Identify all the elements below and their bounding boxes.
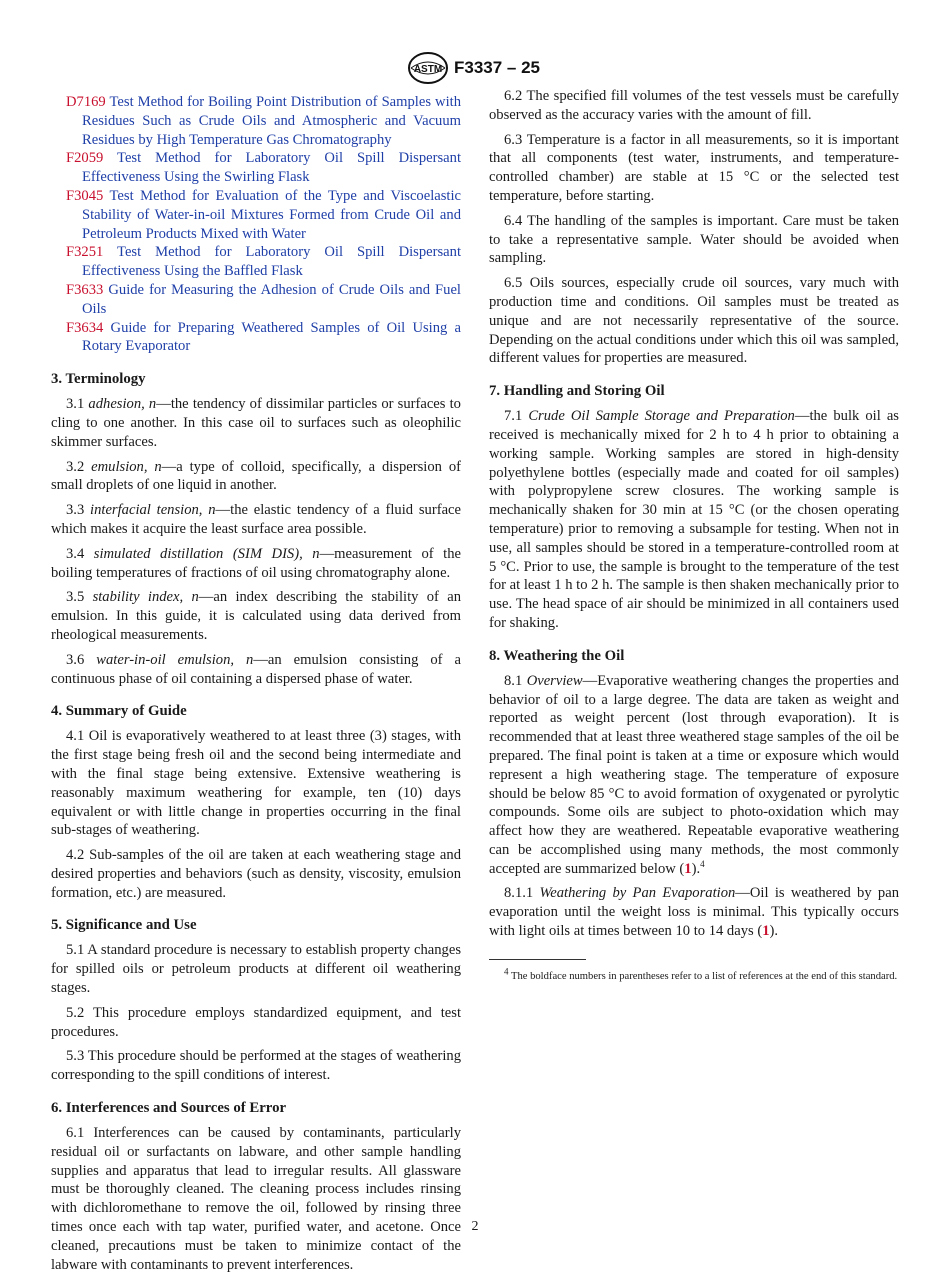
- paragraph: 5.2 This procedure employs standardized equipment, and test procedures.: [51, 1004, 461, 1040]
- page-number: 2: [471, 1219, 479, 1234]
- defined-term: interfacial tension, n: [90, 502, 216, 519]
- definition-paragraph: 3.6 water-in-oil emulsion, n—an emulsion consisting of a continuous phase of oil containing a dispersed phase of water.: [51, 651, 461, 687]
- section-heading-interferences: 6. Interferences and Sources of Error: [51, 1100, 287, 1117]
- paragraph: 5.1 A standard procedure is necessary to establish property changes for spilled oils or petroleum products at different oil weathering stages.: [51, 942, 461, 997]
- reference-title[interactable]: Test Method for Boiling Point Distribution of Samples with Residues Such as Crude Oils and Atmospheric and Vacuum Residues by High Temperature Gas Chromatography: [82, 94, 461, 148]
- paragraph: 6.2 The specified fill volumes of the test vessels must be carefully observed as the accuracy varies with the amount of fill.: [489, 88, 899, 123]
- reference-title[interactable]: Test Method for Evaluation of the Type and Viscoelastic Stability of Water-in-oil Mixtures Formed from Crude Oil and Petroleum Products Mixed with Water: [82, 187, 461, 242]
- page-header: [0, 52, 950, 86]
- reference-item: [51, 281, 461, 319]
- right-column: [489, 88, 899, 984]
- astm-logo-icon: [407, 52, 449, 84]
- reference-item: [51, 243, 461, 281]
- paragraph: 6.5 Oils sources, especially crude oil sources, vary much with production time and conditions. Oil samples must be treated as unique and are not necessarily representative of the source. Depending on the actual conditions under which this oil was sampled, different values for properties are measured.: [489, 275, 899, 367]
- reference-code[interactable]: F3634: [66, 319, 104, 336]
- paragraph: 7.1 Crude Oil Sample Storage and Preparation—the bulk oil as received is mechanically mixed for 2 h to 4 h prior to obtaining a working sample. Working samples are stored in high-density polyethylene bottles (especially made and coated for oil samples) with polypropylene screw closures. The working sample is mechanically shaken for 30 min at 15 °C (or the chosen operating temperature) prior to removing a subsample for testing. When not in use, all samples should be stored in a temperature-controlled room at 5 °C. Prior to use, the sample is brought to the temperature of the test for at least 1 h to 2 h. The sample is then shaken mechanically prior to use. The head space of air should be minimized in all containers used for shaking.: [489, 408, 899, 631]
- reference-code[interactable]: F3045: [66, 187, 104, 204]
- reference-code[interactable]: F3251: [66, 244, 104, 261]
- document-designation: F3337 – 25: [454, 58, 541, 77]
- section-heading-significance: 5. Significance and Use: [51, 917, 197, 934]
- reference-citation[interactable]: 1: [762, 923, 770, 940]
- reference-citation[interactable]: 1: [684, 860, 692, 877]
- section-heading-handling: 7. Handling and Storing Oil: [489, 383, 665, 400]
- definition-paragraph: 3.1 adhesion, n—the tendency of dissimilar particles or surfaces to cling to one another. In this case oil to surfaces such as oleophilic skimmer surfaces.: [51, 396, 461, 450]
- paragraph: 6.3 Temperature is a factor in all measurements, so it is important that all components (test water, instruments, and temperature-controlled chamber) are stable at 15 °C or the selected test temperature, before starting.: [489, 131, 899, 204]
- subsection-term: Crude Oil Sample Storage and Preparation: [528, 408, 795, 425]
- section-heading-weathering: 8. Weathering the Oil: [489, 647, 625, 664]
- left-column: [51, 93, 461, 1274]
- reference-item: [51, 93, 461, 149]
- subsection-term: Weathering by Pan Evaporation: [539, 885, 736, 902]
- reference-item: [51, 319, 461, 357]
- defined-term: emulsion, n: [91, 458, 162, 475]
- definition-paragraph: 3.4 simulated distillation (SIM DIS), n—measurement of the boiling temperatures of fractions of oil using chromatography alone.: [51, 545, 461, 581]
- footnote: $^4$ The boldface numbers in parentheses refer to a list of references at the end of this standard.: [504, 966, 898, 982]
- reference-code[interactable]: F2059: [66, 150, 104, 167]
- subsection-term: Overview: [526, 672, 583, 689]
- definition-paragraph: 3.3 interfacial tension, n—the elastic tendency of a fluid surface which makes it acquire the least surface area possible.: [51, 502, 461, 537]
- reference-item: [51, 187, 461, 243]
- paragraph: 8.1.1 Weathering by Pan Evaporation—Oil is weathered by pan evaporation until the weight loss is minimal. This typically occurs with light oils at times between 10 to 14 days (1).: [489, 885, 899, 940]
- definition-paragraph: 3.5 stability index, n—an index describing the stability of an emulsion. In this guide, it is calculated using data derived from rheological measurements.: [51, 589, 461, 643]
- reference-title[interactable]: Test Method for Laboratory Oil Spill Dispersant Effectiveness Using the Baffled Flask: [82, 244, 461, 280]
- reference-code[interactable]: F3633: [66, 281, 104, 298]
- reference-list: [51, 93, 461, 356]
- paragraph: 4.2 Sub-samples of the oil are taken at each weathering stage and desired properties and behaviors (such as density, viscosity, emulsion formation, etc.) are measured.: [51, 847, 461, 901]
- defined-term: adhesion, n: [88, 396, 157, 413]
- defined-term: water-in-oil emulsion, n: [96, 651, 254, 668]
- paragraph: 8.1 Overview—Evaporative weathering changes the properties and behavior of oil to a large degree. The data are taken as weight and reported as weight percent (lost through evaporation). It is recommended that at least three weathered stage samples of the oil be prepared. The final point is taken at a time or exposure which would represent a high weathering stage. The temperature of exposure should be below 85 °C to avoid formation of oxygenated or pyrolytic compounds. Some oils are subject to photo-oxidation which may affect how they are weathered. Repeatable evaporative weathering can be accomplished using many methods, the most commonly accepted are summarized below (1).$^4$: [489, 672, 899, 877]
- definition-paragraph: 3.2 emulsion, n—a type of colloid, specifically, a dispersion of small droplets of one liquid in another.: [51, 458, 461, 494]
- reference-title[interactable]: Guide for Measuring the Adhesion of Crude Oils and Fuel Oils: [82, 281, 461, 317]
- defined-term: simulated distillation (SIM DIS), n: [93, 545, 320, 562]
- footnote-marker[interactable]: 4: [700, 858, 705, 869]
- paragraph: 6.1 Interferences can be caused by contaminants, particularly residual oil or surfactants on labware, and other sample handling supplies and apparatus that lead to irregular results. All glassware must be thoroughly cleaned. The cleaning process includes rinsing with dichloromethane to remove the oil, followed by rinsing three times once each with tap water, purified water, and acetone. Once cleaned, precautions must be taken to minimize contact of the labware with contaminants to prevent interferences.: [51, 1125, 461, 1273]
- paragraph: 5.3 This procedure should be performed at the stages of weathering corresponding to the spill conditions of interest.: [51, 1048, 461, 1084]
- defined-term: stability index, n: [92, 589, 199, 606]
- paragraph: 6.4 The handling of the samples is important. Care must be taken to take a representative sample. Water should be avoided when sampling.: [489, 212, 899, 267]
- reference-item: [51, 149, 461, 187]
- reference-title[interactable]: Test Method for Laboratory Oil Spill Dispersant Effectiveness Using the Swirling Flask: [82, 150, 461, 186]
- reference-title[interactable]: Guide for Preparing Weathered Samples of Oil Using a Rotary Evaporator: [82, 319, 461, 355]
- reference-code[interactable]: D7169: [66, 94, 106, 110]
- section-heading-summary: 4. Summary of Guide: [51, 703, 187, 720]
- svg-text:ASTM: ASTM: [413, 64, 443, 75]
- section-heading-terminology: 3. Terminology: [51, 371, 146, 388]
- footnote-divider: [489, 959, 586, 960]
- paragraph: 4.1 Oil is evaporatively weathered to at least three (3) stages, with the first stage being fresh oil and the second being intermediate and with the final stage being extensive. Extensive weathering is reasonably maximum weathering for example, ten (10) days equivalent or with little change in properties occurring in the final sub-stages of weathering.: [51, 728, 461, 839]
